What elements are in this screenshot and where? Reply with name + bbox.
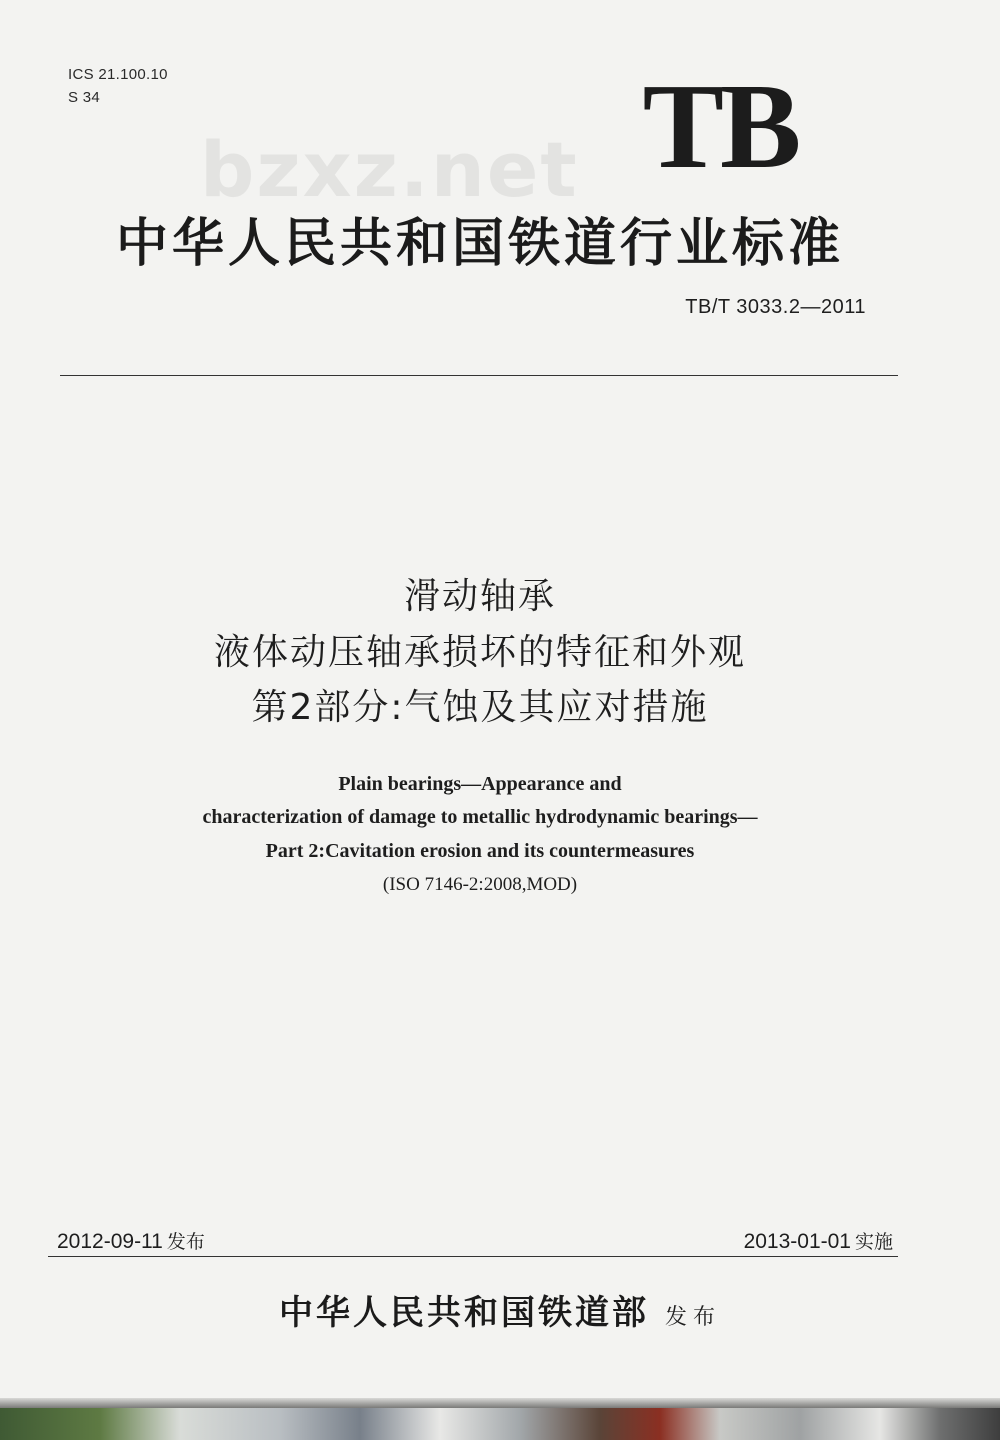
ccs-code: S 34 <box>68 89 101 106</box>
page-edge-shadow <box>0 1398 1000 1408</box>
implementation-date: 2013-01-01 <box>743 1230 851 1253</box>
issue-label: 发布 <box>166 1231 205 1253</box>
chinese-title-line-1: 滑动轴承 <box>403 576 556 617</box>
iso-reference: (ISO 7146-2:2008,MOD) <box>382 874 578 895</box>
bottom-divider <box>48 1256 898 1257</box>
standard-category-title: 中华人民共和国铁道行业标准 <box>115 213 844 274</box>
english-title-line-3: Part 2:Cavitation erosion and its countermeasures <box>265 840 695 862</box>
tb-logo: TB <box>642 59 798 194</box>
issue-date: 2012-09-11 <box>57 1230 163 1253</box>
publisher-name: 中华人民共和国铁道部 <box>278 1293 649 1333</box>
english-title-line-2: characterization of damage to metallic hydrodynamic bearings— <box>202 806 758 828</box>
publisher-suffix: 发布 <box>664 1305 721 1330</box>
ics-code: ICS 21.100.10 <box>68 66 168 83</box>
chinese-title-line-3: 第2部分:气蚀及其应对措施 <box>251 687 709 728</box>
watermark: bzxz.net <box>200 125 579 214</box>
implementation-date-line <box>744 1227 893 1254</box>
standard-number: TB/T 3033.2—2011 <box>685 296 866 318</box>
implementation-label: 实施 <box>854 1231 893 1253</box>
chinese-title-line-2: 液体动压轴承损坏的特征和外观 <box>213 632 746 673</box>
english-title-line-1: Plain bearings—Appearance and <box>338 773 622 795</box>
issue-date-line <box>57 1227 205 1254</box>
publisher-line <box>0 1285 1000 1334</box>
top-divider <box>60 375 898 376</box>
background-photo-strip <box>0 1408 1000 1440</box>
scan-edge-strip <box>0 1398 1000 1440</box>
